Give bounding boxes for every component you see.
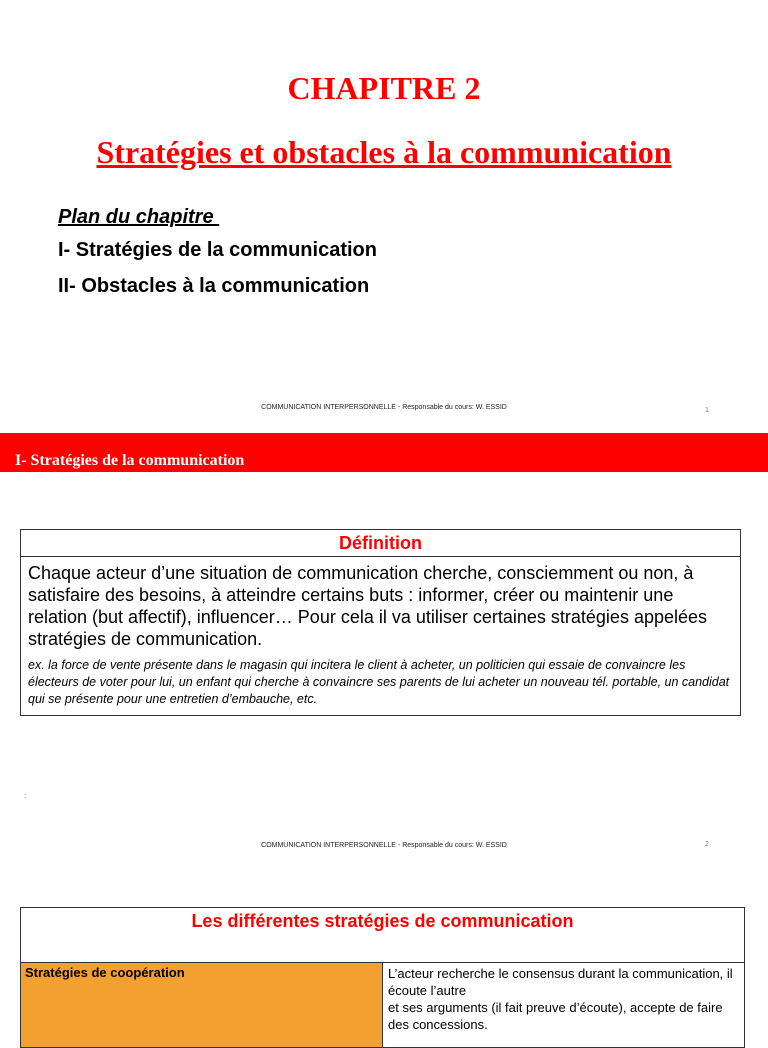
strategies-table [20, 907, 745, 1048]
slide-2 [0, 433, 768, 867]
strategy-name: Stratégies de coopération [21, 963, 383, 1048]
plan-item-1: I- Stratégies de la communication [58, 239, 377, 261]
slide-3 [0, 868, 768, 1032]
strategy-description [383, 963, 745, 1048]
page-number: 2 [705, 841, 709, 848]
chapter-plan [58, 202, 377, 304]
definition-example: ex. la force de vente présente dans le magasin qui incitera le client à acheter, un politicien qui essaie de convaincre les électeurs de voter pour lui, un enfant qui cherche à convaincre ses parents de lui acheter un nouveau tél. portable, un candidat qui se présente pour une entretien d’embauche, etc. [28, 658, 730, 706]
section-header-band [0, 433, 768, 472]
page-number: 1 [705, 407, 709, 414]
section-title: I- Stratégies de la communication [15, 452, 245, 469]
chapter-title: CHAPITRE 2 [287, 70, 481, 106]
definition-text: Chaque acteur d’une situation de communication cherche, consciemment ou non, à satisfaire des besoins, à atteindre certains buts : informer, créer ou maintenir une relation (but affectif), influencer… Pour cela il va utiliser certaines stratégies appelées stratégies de communication. [28, 563, 708, 649]
slide-footer: COMMUNICATION INTERPERSONNELLE - Responsable du cours: W. ESSID [261, 404, 507, 411]
stray-mark: : [24, 791, 27, 800]
definition-title: Définition [21, 530, 740, 557]
definition-box [20, 529, 741, 716]
strategy-description-line-1: L’acteur recherche le consensus durant la communication, il écoute l’autre [388, 966, 733, 998]
table-row [21, 963, 745, 1048]
plan-item-2: II- Obstacles à la communication [58, 275, 370, 297]
slide-footer: COMMUNICATION INTERPERSONNELLE - Responsable du cours: W. ESSID [261, 842, 507, 849]
plan-title: Plan du chapitre [58, 206, 220, 228]
strategies-table-title: Les différentes stratégies de communication [21, 908, 745, 963]
strategy-description-line-2: et ses arguments (il fait preuve d’écoute), accepte de faire des concessions. [388, 1000, 723, 1032]
slide-1 [0, 0, 768, 432]
chapter-subtitle: Stratégies et obstacles à la communication [96, 134, 672, 170]
